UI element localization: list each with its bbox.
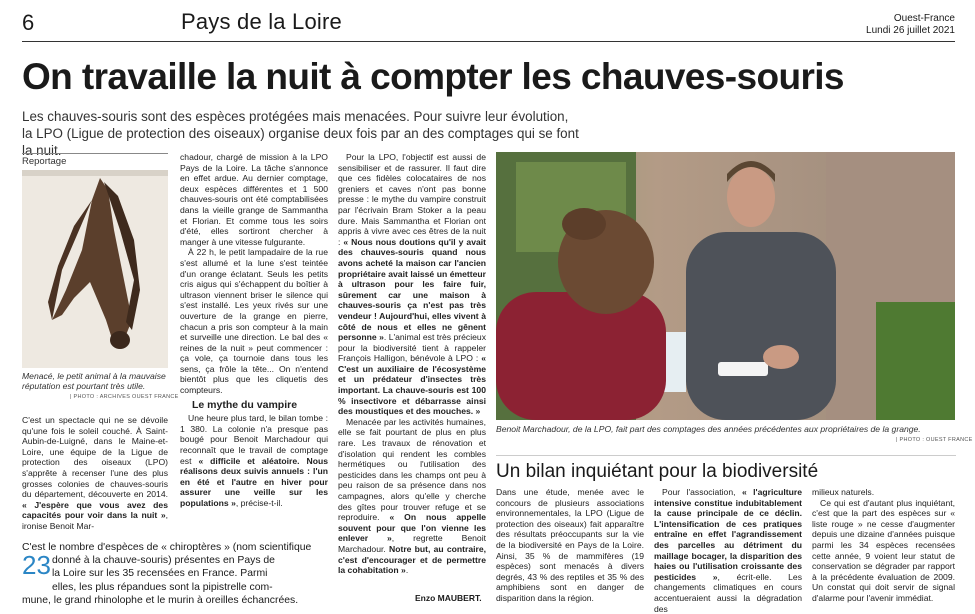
stat-text-1: C'est le nombre d'espèces de « chiroptères » (nom scientifique [22, 542, 312, 553]
box-column-2 [654, 487, 802, 614]
newspaper-name: Ouest-France [893, 13, 955, 24]
col2-para-2: À 22 h, le petit lampadaire de la rue s'est allumé et la lune s'est teintée d'un orange éclatant. Seuls les petits cris aigus qui s'échappent du boîtier à ultrason viennent briser le silence qui s'est installé. Les yeux rivés sur une ouverture de la grange en pierre, chacun a pris son compteur à la main et surveille une direction. Le bal des « reines de la nuit » peut commencer : ça vole, ça tournoie dans tous les sens, ça frôle la tête... On n'entend bientôt plus que les cliquetis des compteurs. [180, 247, 328, 396]
main-photo [496, 152, 955, 420]
bat-illustration [22, 170, 168, 368]
col2-para-3-end: , précise-t-il. [235, 498, 283, 508]
stat-text-2: donné à la chauve-souris) présentes en Pays de [52, 555, 275, 567]
box-column-1 [496, 487, 644, 604]
section-title: Pays de la Loire [181, 9, 342, 34]
col3-para-2-mid: , regrette Benoit Marchadour. [338, 533, 486, 554]
column-1 [22, 415, 168, 532]
signature: Enzo MAUBERT. [415, 593, 482, 603]
col3-para-2-end: . [405, 565, 409, 576]
stat-box [22, 541, 312, 607]
stat-number: 23 [22, 550, 51, 580]
col3-quote-2: « C'est un auxiliaire de l'écosystème et un prédateur d'insectes très important. La chauve-souris est 100 % insectivore et débarrasse ainsi des moustiques et des mouches. » [338, 353, 487, 417]
col3-para-1-end: . L'animal est très précieux pour la biodiversité tient à rappeler François Halligon, bénévole à LPO : [338, 332, 486, 364]
col3-quote-4: Notre but, au contraire, c'est d'encourager et de permettre la cohabitation » [338, 543, 487, 576]
stat-text-3: la Loire sur les 35 recensées en France. Parmi [52, 568, 268, 580]
col3-para-1: Pour la LPO, l'objectif est aussi de sensibiliser et de rassurer. Il faut dire que ces fidèles colocataires de nos greniers et caves n'ont pas bonne presse : le mythe du vampire construit par l'écrivain Bram Stoker a la peau dure. Mais Sammantha et Florian ont appris à vivre avec ces êtres de la nuit : [338, 152, 486, 247]
col3-quote-3: « On nous appelle souvent pour que l'on vienne les enlever » [338, 512, 486, 544]
box-col2-quote: « l'agriculture intensive constitue indubitablement la cause principale de ce déclin. L'intensification de ces pratiques entraîne en effet l'agrandissement des parcelles au détriment du maillage bocager, la disparition des haies ou l'utilisation croissante des pesticides » [654, 487, 803, 582]
issue-date: Lundi 26 juillet 2021 [866, 25, 955, 36]
col1-quote: « J'espère que vous avez des capacités pour voir dans la nuit » [22, 499, 168, 521]
masthead [866, 13, 955, 37]
reportage-tag: Reportage [22, 153, 168, 167]
headline: On travaille la nuit à compter les chauves-souris [22, 56, 844, 97]
col1-text: C'est un spectacle qui ne se dévoile qu'une fois le soleil couché. À Saint-Aubin-de-Luigné, dans le Maine-et-Loire, une équipe de la Ligue de protection des oiseaux (LPO) s'apprête à recenser l'une des plus grosses colonies de chauves-souris du département, découverte en 2014. [22, 415, 168, 500]
subhead-vampire: Le mythe du vampire [192, 398, 298, 411]
photo-illustration [496, 152, 955, 420]
stat-text-5: mune, le grand rhinolophe et le murin à oreilles échancrées. [22, 594, 299, 606]
lede: Les chauves-souris sont des espèces protégées mais menacées. Pour suivre leur évolution, la LPO (Ligue de protection des oiseaux) organise deux fois par an des comptages qui se font la nuit. [22, 109, 579, 158]
col2-para-1: chadour, chargé de mission à la LPO Pays de la Loire. La tâche s'annonce en effet ardue. Au dernier comptage, deux espèces différentes et 1 500 chauves-souris ont été comptabilisées dans la vieille grange de Sammantha et Florian. Et comme tous les soirs d'été, elles sortiront chercher à manger à une vitesse fulgurante. [180, 152, 328, 247]
box-col2-text: Pour l'association, [662, 487, 736, 497]
stat-text-4: elles, les plus répandues sont la pipistrelle com- [52, 581, 273, 593]
col2-para-3: Une heure plus tard, le bilan tombe : 1 380. La colonie n'a presque pas bougé pour Benoit Marchadour qui reconnaît que le travail de comptage est [180, 413, 328, 466]
box-title: Un bilan inquiétant pour la biodiversité [496, 461, 819, 482]
box-rule [496, 455, 956, 456]
column-2 [180, 152, 328, 509]
header-rule [22, 41, 955, 42]
bat-photo [22, 170, 168, 368]
photo-credit: | PHOTO : OUEST FRANCE [896, 437, 973, 443]
col3-para-2: Menacée par les activités humaines, elle se fait pourtant de plus en plus rare. Les travaux de rénovation et d'isolation qui rendent les combles hermétiques ou l'utilisation des pesticides dans les champs ont peu à peu raison de sa présence dans nos campagnes, alors qu'elle y cherche des gîtes pour trouver refuge et se reproduire. [338, 416, 486, 523]
page-number: 6 [22, 10, 35, 35]
col2-para-3-bold: « difficile et aléatoire. Nous réalisons deux suivis annuels : l'un en été et l'autre en hiver pour assurer une veille sur les populations » [180, 455, 328, 508]
box-col1-text: Dans une étude, menée avec le concours de plusieurs associations environnementales, la LPO (Ligue de protection des oiseaux) fait apparaître des résultats préoccupants sur la vie de la biodiversité en Pays de la Loire. Ainsi, 35 % de mammifères (19 espèces) sont menacés à divers degrés, 43 % des reptiles et 35 % des amphibiens sont en danger de disparition dans la région. [496, 487, 644, 603]
bat-caption: Menacé, le petit animal à la mauvaise réputation est pourtant très utile. [22, 371, 166, 391]
column-3 [338, 152, 486, 576]
col3-quote-1: « Nous nous doutions qu'il y avait des chauves-souris quand nous avons acheté la maison car l'ancien propriétaire avait laissé un émetteur à ultrason pour les faire fuir, sûrement car une maison à chauves-souris ça n'est pas très vendeur ! Aujourd'hui, elles vivent à côté de nous et elles ne gênent personne » [338, 236, 487, 343]
bat-credit: | PHOTO : ARCHIVES OUEST FRANCE [70, 394, 179, 400]
box-col2-end: , écrit-elle. Les changements climatiques en cours accentueraient aussi la dégradation des [654, 571, 803, 614]
box-col3-para-2: Ce qui est d'autant plus inquiétant, c'est que la part des espèces sur « liste rouge » ne cesse d'augmenter depuis une dizaine d'années puisque parmi les 34 espèces recensées cette année, 9 voient leur statut de conservation se dégrader par rapport à la précédente évaluation de 2009. Un constat qui doit servir de signal d'alarme pour l'avenir immédiat. [812, 497, 955, 603]
photo-caption: Benoit Marchadour, de la LPO, fait part des comptages des années précédentes aux propriétaires de la grange. [496, 424, 921, 434]
box-col3-text: milieux naturels. [812, 487, 875, 497]
box-column-3 [812, 487, 955, 604]
col1-text-end: , ironise Benoit Mar- [22, 510, 168, 531]
